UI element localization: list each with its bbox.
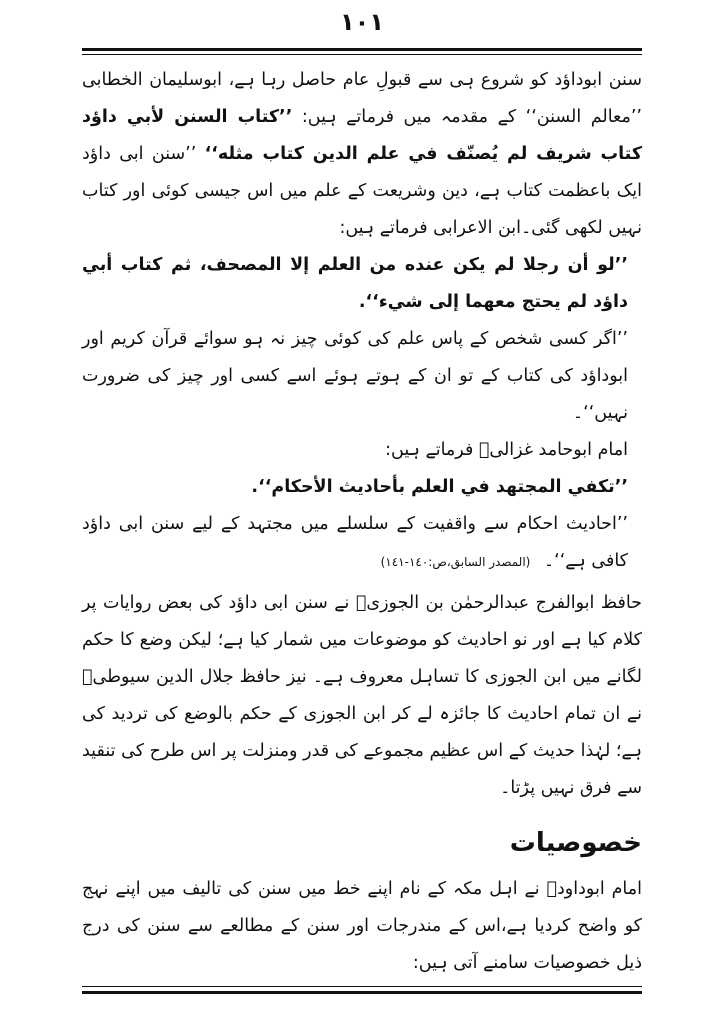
ghazali-arabic-quote: ’’تكفي المجتهد في العلم بأحاديث الأحكام‘‘. [251,477,628,497]
ghazali-intro: امام ابوحامد غزالیؒ فرماتے ہیں: [385,440,628,460]
intro-text: سنن ابوداؤد کو شروع ہی سے قبولِ عام حاصل رہا ہے، ابوسلیمان الخطابی ’’معالم السنن‘‘ کے مقدمہ میں فرماتے ہیں: [82,70,642,127]
page-number: ١٠١ [340,8,384,36]
intro-translation: ’’سنن ابی داؤد ایک باعظمت کتاب ہے، دین وشریعت کے علم میں اس جیسی کوئی اور کتاب نہیں لکھی گئی۔ابن الاعرابی فرماتے ہیں: [82,144,642,238]
ibn-arabi-translation: ’’اگر کسی شخص کے پاس علم کی کوئی چیز نہ ہو سوائے قرآن کریم اور ابوداؤد کی کتاب کے تو ان کے ہوتے ہوئے اسے کسی اور چیز کی ضرورت نہیں‘‘۔ [82,329,628,423]
intro-paragraph [82,62,642,247]
ghazali-translation [82,506,642,581]
source-reference: (المصدر السابق،ص:١٤٠-١٤١) [380,555,531,569]
intro-arabic-quote: ’’كتاب السنن لأبي داؤد كتاب شريف لم يُصنّف في علم الدين كتاب مثله‘‘ [82,107,642,164]
features-paragraph: امام ابوداودؒ نے اہل مکہ کے نام اپنے خط میں سنن کی تالیف میں اپنے نہج کو واضح کردیا ہے،اس کے مندرجات اور سنن کے مطالعے سے سنن کی درج ذیل خصوصیات سامنے آتی ہیں: [82,879,642,973]
ghazali-translation-text: ’’احادیث احکام سے واقفیت کے سلسلے میں مجتہد کے لیے سنن ابی داؤد کافی ہے‘‘۔ [82,514,628,571]
section-heading-features: خصوصیات [509,828,642,858]
top-rule-thick [82,48,642,51]
top-rule-thin [82,54,642,55]
ibn-arabi-arabic-quote: ’’لو أن رجلا لم يكن عنده من العلم إلا المصحف، ثم كتاب أبي داؤد لم يحتج معهما إلى شيء‘‘. [82,255,628,312]
ibn-jawzi-paragraph: حافظ ابوالفرج عبدالرحمٰن بن الجوزیؒ نے سنن ابی داؤد کی بعض روایات پر کلام کیا ہے اور نو احادیث کو موضوعات میں شمار کیا ہے؛ لیکن وضع کا حکم لگانے میں ابن الجوزی کا تساہل معروف ہے۔ نیز حافظ جلال الدین سیوطیؒ نے ان تمام احادیث کا جائزہ لے کر ابن الجوزی کے حکم بالوضع کی تردید کی ہے؛ لہٰذا حدیث کے اس عظیم مجموعے کی قدر ومنزلت پر اس طرح کی تنقید سے فرق نہیں پڑتا۔ [82,593,642,798]
bottom-rule-thick [82,991,642,994]
bottom-rule-thin [82,986,642,987]
page-body [82,62,642,982]
